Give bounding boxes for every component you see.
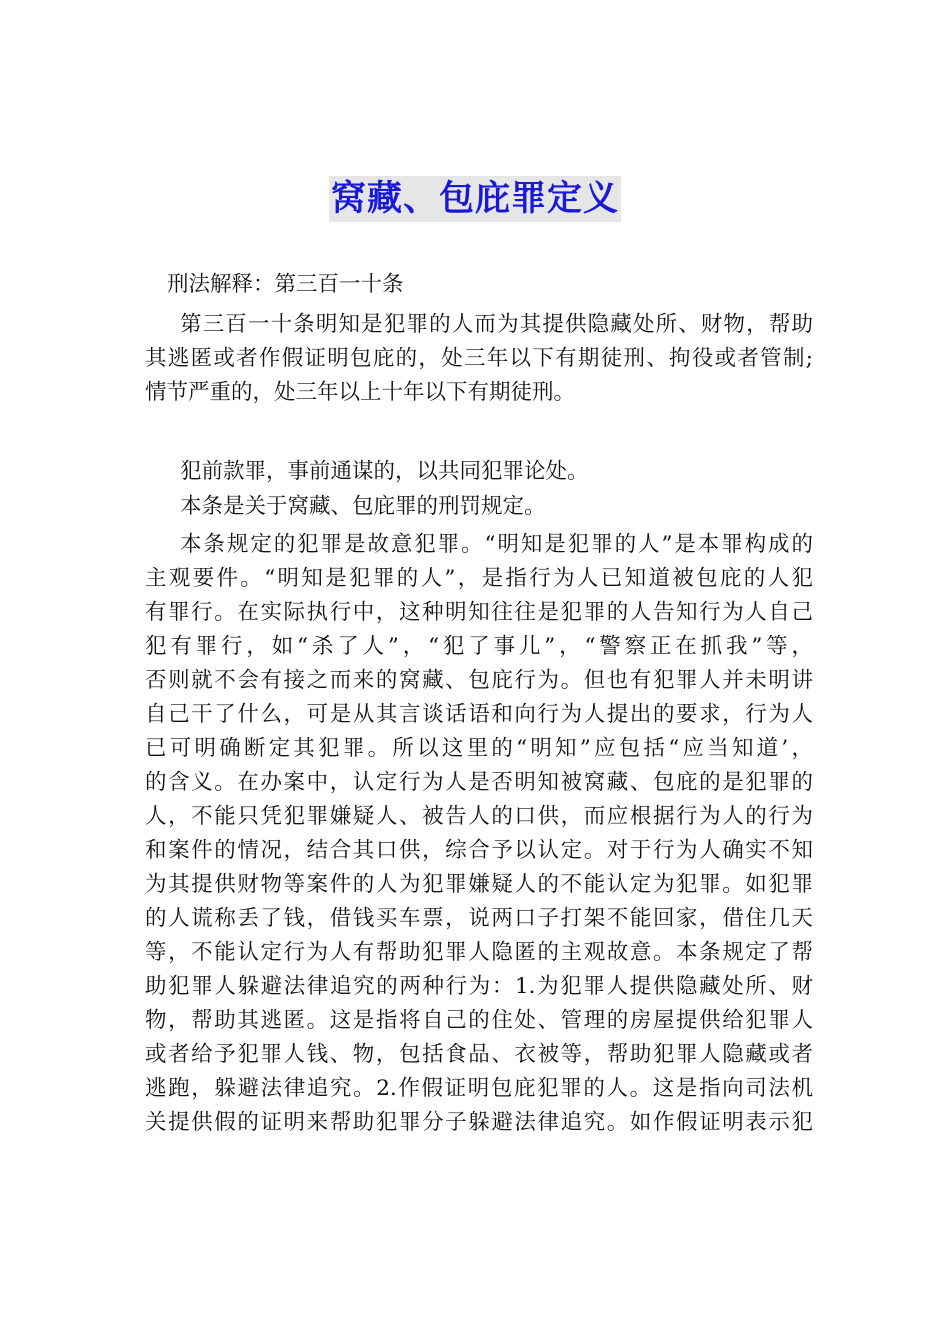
- paragraph-line: 等，不能认定行为人有帮助犯罪人隐匿的主观故意。本条规定了帮: [145, 940, 813, 965]
- article-paragraph: [145, 308, 813, 410]
- paragraph-line: 的含义。在办案中，认定行为人是否明知被窝藏、包庇的是犯罪的: [145, 770, 813, 795]
- paragraph-line: 本条规定的犯罪是故意犯罪。“明知是犯罪的人”是本罪构成的: [180, 532, 813, 557]
- paragraph-line: 自己干了什么，可是从其言谈话语和向行为人提出的要求，行为人: [145, 702, 813, 727]
- paragraph-line: 否则就不会有接之而来的窝藏、包庇行为。但也有犯罪人并未明讲: [145, 668, 813, 693]
- paragraph-line: 犯前款罪，事前通谋的，以共同犯罪论处。: [180, 459, 589, 484]
- paragraph-line: 或者给予犯罪人钱、物，包括食品、衣被等，帮助犯罪人隐藏或者: [145, 1042, 813, 1067]
- paragraph-line: 犯有罪行，如“杀了人”，“犯了事儿”，“警察正在抓我”等，: [145, 634, 813, 659]
- paragraph-2: [145, 455, 813, 489]
- heading-line: 刑法解释：第三百一十条: [167, 272, 404, 297]
- paragraph-line: 物，帮助其逃匿。这是指将自己的住处、管理的房屋提供给犯罪人: [145, 1008, 813, 1033]
- article-line: 其逃匿或者作假证明包庇的，处三年以下有期徒刑、拘役或者管制;: [145, 346, 813, 371]
- paragraph-line: 逃跑，躲避法律追究。2.作假证明包庇犯罪的人。这是指向司法机: [145, 1076, 813, 1101]
- paragraph-line: 已可明确断定其犯罪。所以这里的“明知”应包括“应当知道’，: [145, 736, 813, 761]
- paragraph-line: 本条是关于窝藏、包庇罪的刑罚规定。: [180, 494, 546, 519]
- paragraph-3: [145, 490, 813, 524]
- paragraph-4: [145, 528, 813, 1140]
- paragraph-line: 的人谎称丢了钱，借钱买车票，说两口子打架不能回家，借住几天: [145, 906, 813, 931]
- paragraph-line: 人，不能只凭犯罪嫌疑人、被告人的口供，而应根据行为人的行为: [145, 804, 813, 829]
- document-title: 窝藏、包庇罪定义: [329, 176, 621, 222]
- paragraph-line: 主观要件。“明知是犯罪的人”，是指行为人已知道被包庇的人犯: [145, 566, 813, 591]
- article-line: 情节严重的，处三年以上十年以下有期徒刑。: [145, 380, 576, 405]
- paragraph-line: 助犯罪人躲避法律追究的两种行为：1.为犯罪人提供隐藏处所、财: [145, 974, 813, 999]
- title-wrapper: [0, 176, 950, 222]
- paragraph-line: 关提供假的证明来帮助犯罪分子躲避法律追究。如作假证明表示犯: [145, 1110, 813, 1135]
- paragraph-line: 为其提供财物等案件的人为犯罪嫌疑人的不能认定为犯罪。如犯罪: [145, 872, 813, 897]
- paragraph-line: 和案件的情况，结合其口供，综合予以认定。对于行为人确实不知: [145, 838, 813, 863]
- paragraph-line: 有罪行。在实际执行中，这种明知往往是犯罪的人告知行为人自己: [145, 600, 813, 625]
- heading-block: [145, 268, 813, 302]
- article-line: 第三百一十条明知是犯罪的人而为其提供隐藏处所、财物，帮助: [180, 312, 813, 337]
